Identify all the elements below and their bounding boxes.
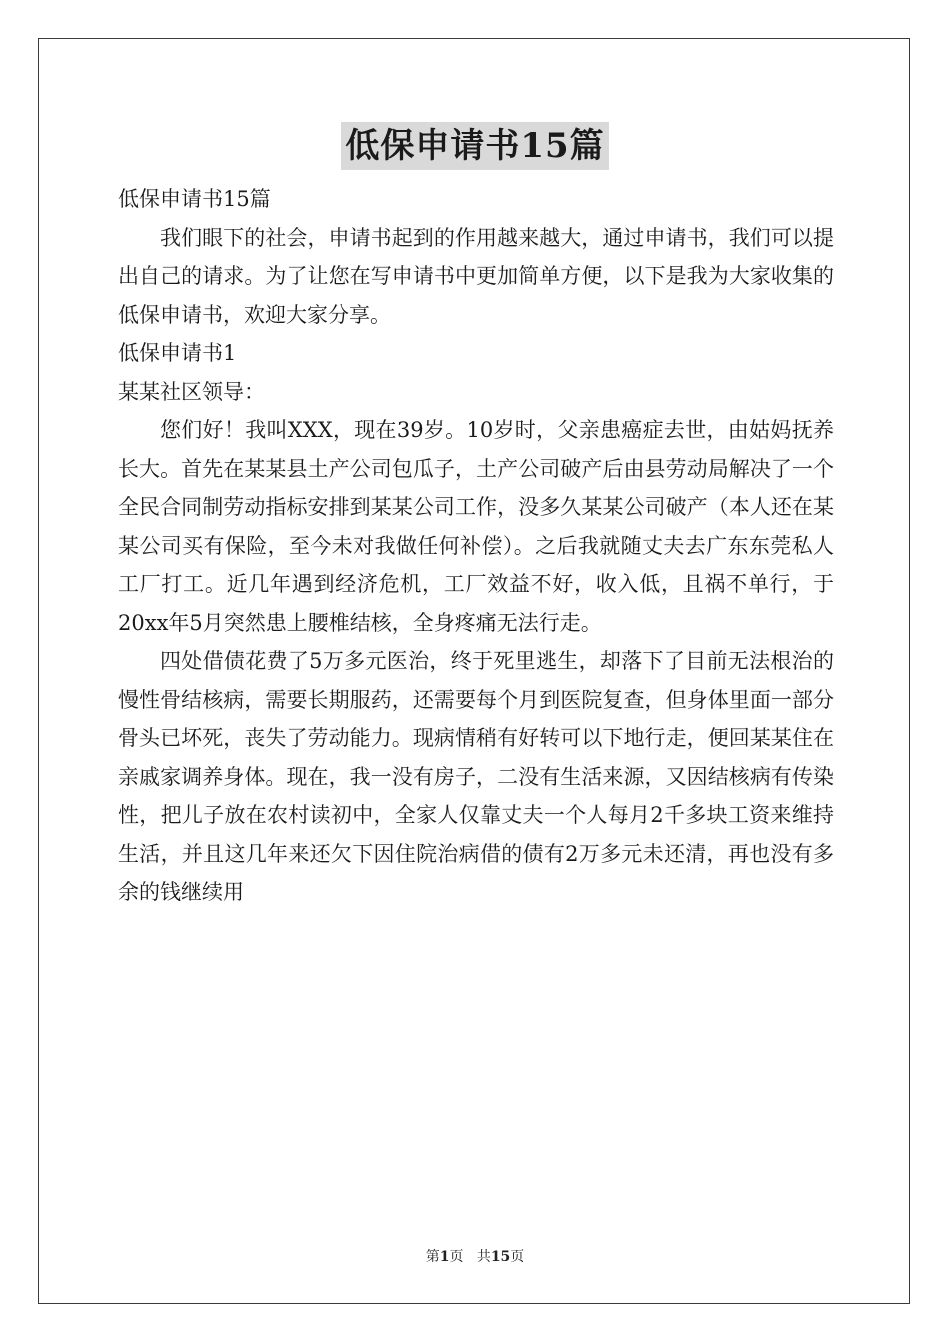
body-paragraph-1: 您们好！我叫XXX，现在39岁。10岁时，父亲患癌症去世，由姑妈抚养长大。首先在某某县土产公司包瓜子，土产公司破产后由县劳动局解决了一个全民合同制劳动指标安排到某某公司工作，没多久某某公司破产（本人还在某某公司买有保险，至今未对我做任何补偿）。之后我就随丈夫去广东东莞私人工厂打工。近几年遇到经济危机，工厂效益不好，收入低，且祸不单行，于20xx年5月突然患上腰椎结核，全身疼痛无法行走。 <box>118 418 834 635</box>
total-pages: 15 <box>490 1249 511 1265</box>
intro-paragraph: 我们眼下的社会，申请书起到的作用越来越大，通过申请书，我们可以提出自己的请求。为了让您在写申请书中更加简单方便，以下是我为大家收集的低保申请书，欢迎大家分享。 <box>118 225 834 327</box>
salutation: 某某社区领导： <box>118 379 265 404</box>
page-number: 1 <box>439 1249 450 1265</box>
page-suffix: 页 <box>449 1249 464 1265</box>
document-body <box>118 180 834 912</box>
total-prefix: 共 <box>476 1249 491 1265</box>
page-footer <box>0 1246 950 1266</box>
document-subtitle: 低保申请书15篇 <box>118 187 271 211</box>
section-heading: 低保申请书1 <box>118 341 237 365</box>
page-prefix: 第 <box>425 1249 440 1265</box>
title-container <box>0 122 950 170</box>
body-paragraph-2: 四处借债花费了5万多元医治，终于死里逃生，却落下了目前无法根治的慢性骨结核病，需要长期服药，还需要每个月到医院复查，但身体里面一部分骨头已坏死，丧失了劳动能力。现病情稍有好转可以下地行走，便回某某住在亲戚家调养身体。现在，我一没有房子，二没有生活来源，又因结核病有传染性，把儿子放在农村读初中，全家人仅靠丈夫一个人每月2千多块工资来维持生活，并且这几年来还欠下因住院治病借的债有2万多元未还清，再也没有多余的钱继续用 <box>118 649 834 904</box>
page-title: 低保申请书15篇 <box>341 122 608 170</box>
total-suffix: 页 <box>510 1249 525 1265</box>
